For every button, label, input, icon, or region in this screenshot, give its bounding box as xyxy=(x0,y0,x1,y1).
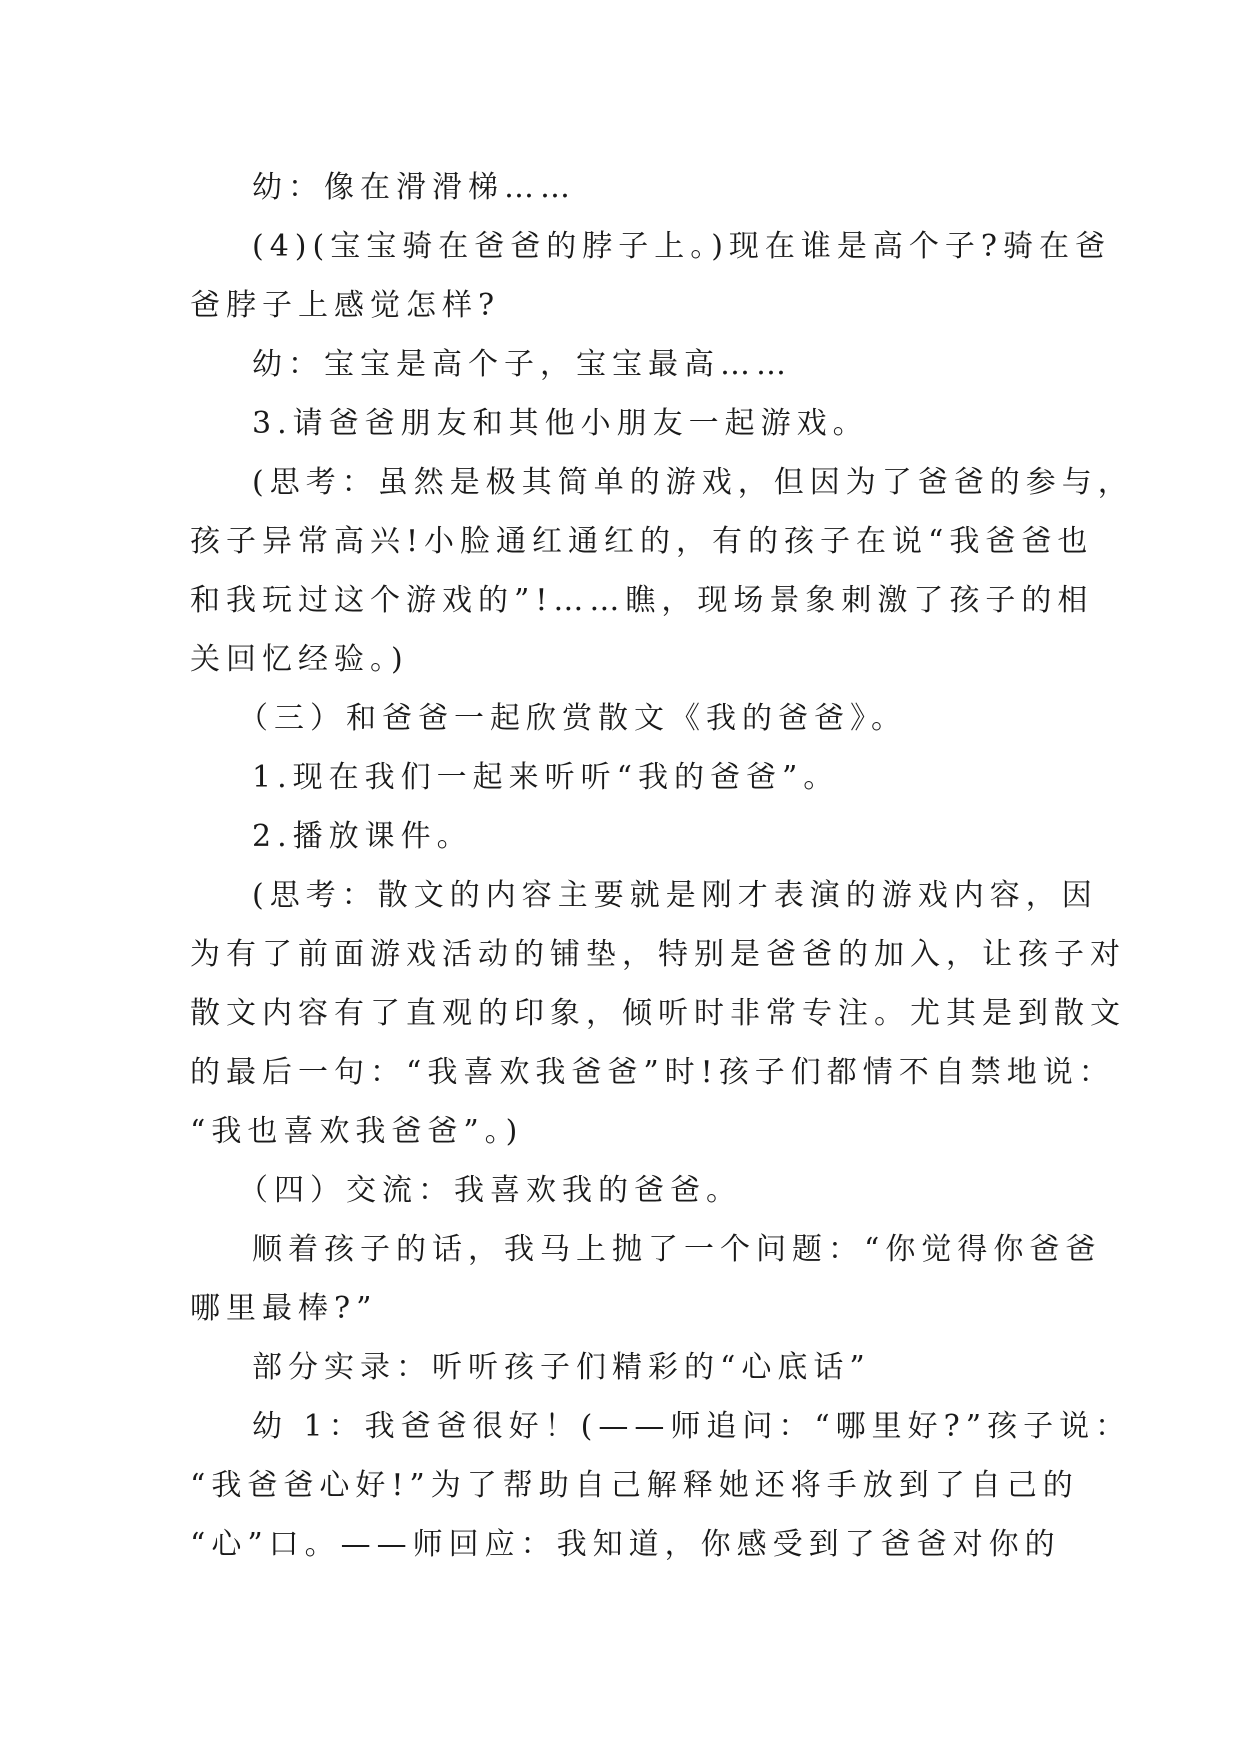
text-line: （三）和爸爸一起欣赏散文《我的爸爸》。 xyxy=(238,701,907,736)
paragraph xyxy=(190,394,1060,453)
text-line: 和我玩过这个游戏的”!……瞧，现场景象刺激了孩子的相 xyxy=(190,583,1094,618)
text-line: “我爸爸心好!”为了帮助自己解释她还将手放到了自己的 xyxy=(190,1468,1079,1503)
text-line: 哪里最棒?” xyxy=(190,1291,378,1326)
text-line: （四）交流：我喜欢我的爸爸。 xyxy=(238,1173,742,1208)
text-line: 3.请爸爸朋友和其他小朋友一起游戏。 xyxy=(252,406,869,441)
text-line: (思考：散文的内容主要就是刚才表演的游戏内容，因 xyxy=(252,878,1098,913)
text-line: 为有了前面游戏活动的铺垫，特别是爸爸的加入，让孩子对 xyxy=(190,937,1126,972)
text-line: (思考：虽然是极其简单的游戏，但因为了爸爸的参与， xyxy=(252,465,1134,500)
paragraph xyxy=(190,1397,1132,1574)
paragraph xyxy=(190,1220,1102,1338)
text-line: 关回忆经验。) xyxy=(190,642,409,677)
document-page xyxy=(190,158,1134,1574)
text-line: 爸脖子上感觉怎样? xyxy=(190,288,501,323)
text-line: “我也喜欢我爸爸”。) xyxy=(190,1114,524,1149)
paragraph xyxy=(190,866,1126,1161)
paragraph xyxy=(190,217,1111,335)
paragraph xyxy=(190,158,1060,217)
section-heading xyxy=(190,689,1060,748)
paragraph xyxy=(190,335,1060,394)
paragraph xyxy=(190,748,1060,807)
paragraph xyxy=(190,1338,1060,1397)
text-line: 2.播放课件。 xyxy=(252,819,473,854)
paragraph xyxy=(190,807,1060,866)
text-line: 1.现在我们一起来听听“我的爸爸”。 xyxy=(252,760,840,795)
text-line: 幼：宝宝是高个子，宝宝最高…… xyxy=(252,347,792,382)
text-line: 幼 1：我爸爸很好！(——师追问：“哪里好?”孩子说： xyxy=(252,1409,1132,1444)
text-line: 部分实录：听听孩子们精彩的“心底话” xyxy=(252,1350,871,1385)
paragraph xyxy=(190,453,1134,689)
section-heading xyxy=(190,1161,1060,1220)
text-line: (4)(宝宝骑在爸爸的脖子上。)现在谁是高个子?骑在爸 xyxy=(252,229,1111,264)
text-line: 的最后一句：“我喜欢我爸爸”时!孩子们都情不自禁地说： xyxy=(190,1055,1115,1090)
document-body xyxy=(190,158,1134,1574)
text-line: 散文内容有了直观的印象，倾听时非常专注。尤其是到散文 xyxy=(190,996,1126,1031)
text-line: “心”口。——师回应：我知道，你感受到了爸爸对你的 xyxy=(190,1527,1061,1562)
text-line: 顺着孩子的话，我马上抛了一个问题：“你觉得你爸爸 xyxy=(252,1232,1102,1267)
text-line: 孩子异常高兴!小脸通红通红的，有的孩子在说“我爸爸也 xyxy=(190,524,1094,559)
text-line: 幼：像在滑滑梯…… xyxy=(252,170,576,205)
